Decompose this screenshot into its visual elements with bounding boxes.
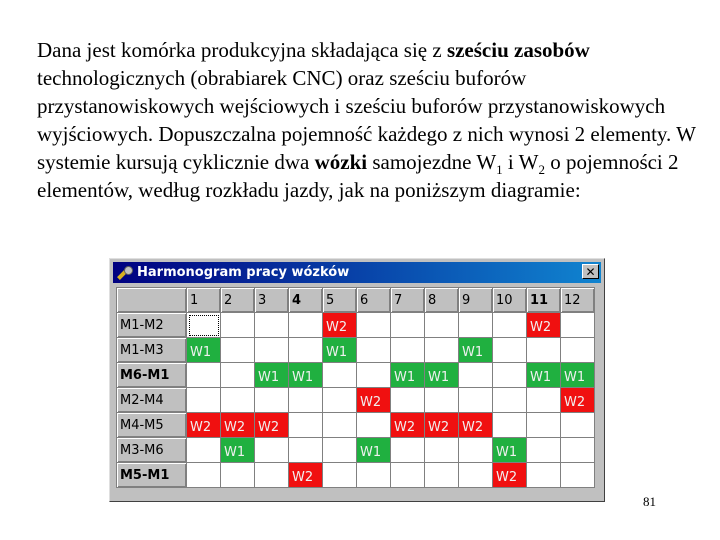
schedule-cell[interactable] — [187, 438, 221, 463]
schedule-cell[interactable]: W2 — [357, 388, 391, 413]
schedule-window — [109, 258, 605, 502]
text-sub2: 2 — [538, 162, 545, 178]
schedule-cell[interactable] — [425, 463, 459, 488]
row-header[interactable]: M1-M2 — [117, 313, 187, 338]
row-header[interactable]: M3-M6 — [117, 438, 187, 463]
column-header[interactable]: 3 — [255, 288, 289, 313]
column-header[interactable]: 7 — [391, 288, 425, 313]
schedule-cell[interactable]: W2 — [527, 313, 561, 338]
column-header[interactable]: 12 — [561, 288, 595, 313]
schedule-cell[interactable] — [187, 388, 221, 413]
schedule-cell[interactable]: W2 — [459, 413, 493, 438]
schedule-cell[interactable] — [459, 363, 493, 388]
column-header[interactable]: 11 — [527, 288, 561, 313]
table-row — [117, 463, 595, 488]
schedule-cell[interactable]: W1 — [561, 363, 595, 388]
schedule-cell[interactable] — [561, 313, 595, 338]
schedule-cell[interactable]: W1 — [425, 363, 459, 388]
schedule-cell[interactable] — [255, 313, 289, 338]
schedule-cell[interactable] — [323, 388, 357, 413]
schedule-cell[interactable]: W1 — [493, 438, 527, 463]
schedule-cell[interactable] — [323, 438, 357, 463]
schedule-cell[interactable] — [221, 363, 255, 388]
schedule-cell[interactable] — [527, 438, 561, 463]
schedule-cell[interactable]: W2 — [255, 413, 289, 438]
table-row — [117, 313, 595, 338]
schedule-cell[interactable] — [425, 438, 459, 463]
schedule-cell[interactable] — [357, 338, 391, 363]
text-seg3: samojezdne W — [367, 150, 497, 174]
row-header[interactable]: M6-M1 — [117, 363, 187, 388]
schedule-cell[interactable] — [425, 388, 459, 413]
schedule-cell[interactable] — [459, 388, 493, 413]
schedule-cell[interactable] — [527, 413, 561, 438]
text-seg5: o pojemności 2 elementów, według rozkładu jazdy, jak na poniższym diagramie: — [37, 150, 679, 202]
schedule-cell[interactable] — [187, 313, 221, 338]
schedule-cell[interactable] — [493, 338, 527, 363]
intro-paragraph — [37, 36, 697, 204]
schedule-cell[interactable] — [255, 388, 289, 413]
schedule-cell[interactable]: W2 — [391, 413, 425, 438]
schedule-cell[interactable] — [357, 313, 391, 338]
hammer-icon — [116, 265, 132, 281]
schedule-cell[interactable]: W2 — [289, 463, 323, 488]
schedule-cell[interactable]: W1 — [391, 363, 425, 388]
schedule-cell[interactable] — [425, 338, 459, 363]
schedule-cell[interactable] — [391, 338, 425, 363]
schedule-cell[interactable] — [493, 413, 527, 438]
text-seg2: technologicznych (obrabiarek CNC) oraz sześciu buforów przystanowiskowych wejściowych i sześciu buforów przystanowiskowych wyjściowych. Dopuszczalna pojemność każdego z nich wynosi 2 elementy. W systemie kursują cyklicznie dwa — [37, 66, 696, 174]
schedule-cell[interactable] — [357, 463, 391, 488]
schedule-cell[interactable] — [561, 463, 595, 488]
page-number: 81 — [643, 494, 656, 509]
schedule-cell[interactable] — [391, 313, 425, 338]
schedule-cell[interactable] — [323, 413, 357, 438]
column-header[interactable]: 9 — [459, 288, 493, 313]
schedule-cell[interactable]: W1 — [255, 363, 289, 388]
schedule-cell[interactable] — [561, 338, 595, 363]
schedule-grid — [116, 287, 595, 488]
schedule-cell[interactable] — [255, 338, 289, 363]
schedule-cell[interactable] — [357, 413, 391, 438]
schedule-cell[interactable] — [391, 388, 425, 413]
schedule-table — [116, 287, 595, 488]
schedule-cell[interactable] — [527, 388, 561, 413]
schedule-cell[interactable] — [391, 463, 425, 488]
window-titlebar[interactable] — [113, 262, 601, 283]
row-header[interactable]: M5-M1 — [117, 463, 187, 488]
row-header[interactable]: M1-M3 — [117, 338, 187, 363]
schedule-cell[interactable] — [391, 438, 425, 463]
close-button[interactable]: ✕ — [582, 264, 599, 279]
table-row — [117, 363, 595, 388]
schedule-cell[interactable] — [187, 463, 221, 488]
schedule-cell[interactable] — [493, 388, 527, 413]
schedule-cell[interactable] — [289, 313, 323, 338]
schedule-cell[interactable] — [323, 363, 357, 388]
text-sub1: 1 — [496, 162, 503, 178]
schedule-cell[interactable] — [187, 363, 221, 388]
table-row — [117, 338, 595, 363]
schedule-cell[interactable]: W2 — [187, 413, 221, 438]
row-header[interactable]: M4-M5 — [117, 413, 187, 438]
table-row — [117, 413, 595, 438]
schedule-cell[interactable] — [459, 463, 493, 488]
table-header-row — [117, 288, 595, 313]
schedule-cell[interactable]: W1 — [187, 338, 221, 363]
schedule-cell[interactable] — [323, 463, 357, 488]
schedule-cell[interactable]: W2 — [493, 463, 527, 488]
schedule-cell[interactable] — [289, 338, 323, 363]
schedule-cell[interactable] — [289, 438, 323, 463]
column-header[interactable]: 4 — [289, 288, 323, 313]
schedule-cell[interactable] — [221, 338, 255, 363]
table-row — [117, 388, 595, 413]
schedule-cell[interactable] — [221, 388, 255, 413]
schedule-cell[interactable]: W2 — [561, 388, 595, 413]
schedule-cell[interactable]: W1 — [221, 438, 255, 463]
schedule-cell[interactable]: W1 — [323, 338, 357, 363]
schedule-cell[interactable]: W1 — [527, 363, 561, 388]
schedule-cell[interactable] — [459, 313, 493, 338]
schedule-cell[interactable]: W2 — [221, 413, 255, 438]
schedule-cell[interactable] — [425, 313, 459, 338]
schedule-cell[interactable] — [357, 363, 391, 388]
table-row — [117, 438, 595, 463]
schedule-cell[interactable] — [527, 338, 561, 363]
column-header[interactable]: 5 — [323, 288, 357, 313]
schedule-cell[interactable] — [561, 413, 595, 438]
schedule-cell[interactable]: W1 — [289, 363, 323, 388]
column-header[interactable]: 1 — [187, 288, 221, 313]
schedule-cell[interactable] — [255, 438, 289, 463]
schedule-cell[interactable]: W2 — [323, 313, 357, 338]
column-header[interactable]: 10 — [493, 288, 527, 313]
text-seg4: i W — [502, 150, 539, 174]
schedule-cell[interactable] — [255, 463, 289, 488]
schedule-cell[interactable] — [561, 438, 595, 463]
schedule-cell[interactable]: W2 — [425, 413, 459, 438]
column-header[interactable]: 6 — [357, 288, 391, 313]
schedule-cell[interactable] — [459, 438, 493, 463]
schedule-cell[interactable] — [221, 463, 255, 488]
text-bold1: sześciu zasobów — [446, 38, 590, 62]
corner-cell — [117, 288, 187, 313]
row-header[interactable]: M2-M4 — [117, 388, 187, 413]
column-header[interactable]: 8 — [425, 288, 459, 313]
schedule-cell[interactable] — [289, 388, 323, 413]
column-header[interactable]: 2 — [221, 288, 255, 313]
text-bold2: wózki — [314, 150, 368, 174]
schedule-cell[interactable] — [493, 363, 527, 388]
schedule-cell[interactable] — [493, 313, 527, 338]
window-title: Harmonogram pracy wózków — [137, 265, 350, 280]
schedule-cell[interactable] — [527, 463, 561, 488]
schedule-cell[interactable] — [221, 313, 255, 338]
schedule-cell[interactable] — [289, 413, 323, 438]
text-seg1: Dana jest komórka produkcyjna składająca się z — [37, 38, 447, 62]
schedule-cell[interactable]: W1 — [357, 438, 391, 463]
schedule-cell[interactable]: W1 — [459, 338, 493, 363]
